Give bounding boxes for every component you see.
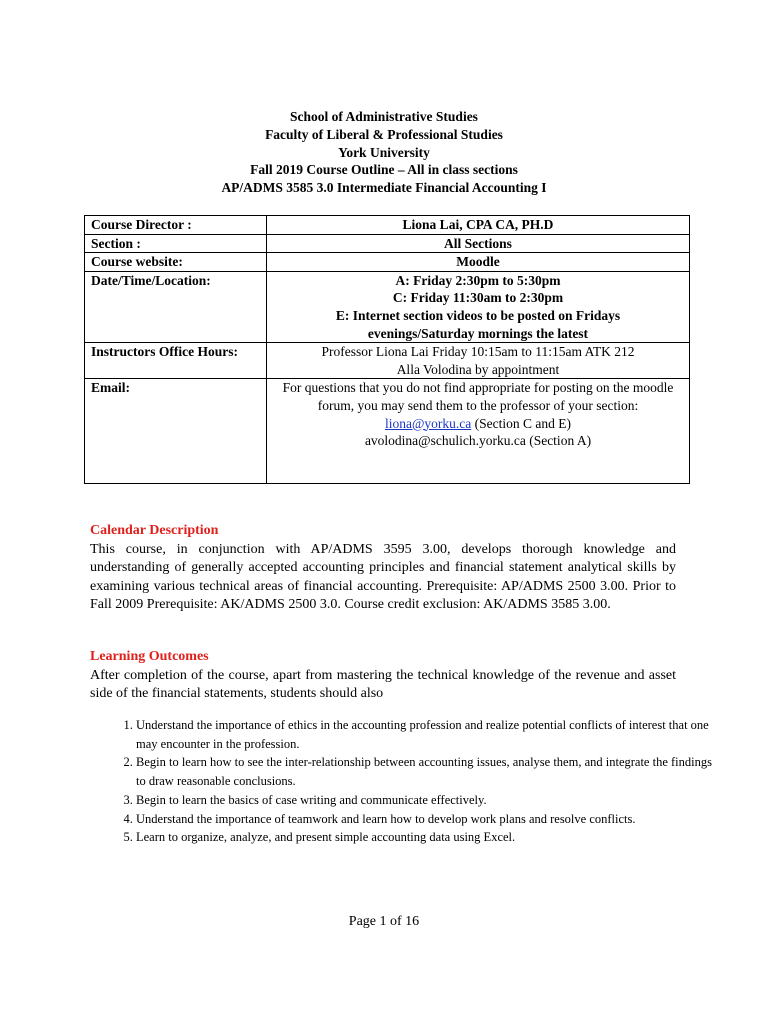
- list-item: 1. Understand the importance of ethics in the accounting profession and realize potential conflicts of interest that one may encounter in the profession.: [136, 716, 716, 753]
- office-hours-value: [267, 343, 690, 379]
- table-row: [85, 234, 690, 253]
- list-item: 3. Begin to learn the basics of case writing and communicate effectively.: [136, 791, 716, 810]
- outcomes-intro: After completion of the course, apart from mastering the technical knowledge of the revenue and asset side of the financial statements, students should also: [90, 668, 676, 702]
- table-row: [85, 216, 690, 235]
- page-number: Page 1 of 16: [348, 914, 420, 929]
- outcomes-list: [90, 716, 716, 847]
- email-link[interactable]: liona@yorku.ca: [384, 415, 472, 431]
- office-hours-label: Instructors Office Hours:: [85, 343, 267, 379]
- section-c-time: C: Friday 11:30am to 2:30pm: [392, 290, 564, 306]
- section-value: All Sections: [267, 234, 690, 253]
- header-university: York University: [338, 144, 430, 160]
- document-header: [0, 108, 768, 197]
- table-row: [85, 379, 690, 484]
- table-row: [85, 271, 690, 342]
- email-line-c-e: [273, 415, 683, 433]
- email-intro: For questions that you do not find appropriate for posting on the moodle forum, you may send them to the professor of your section:: [282, 380, 674, 413]
- email-label: Email:: [85, 379, 267, 484]
- table-row: [85, 253, 690, 272]
- list-item: 2. Begin to learn how to see the inter-relationship between accounting issues, analyse them, and integrate the findings to draw reasonable conclusions.: [136, 753, 716, 790]
- datetime-label: Date/Time/Location:: [85, 271, 267, 342]
- list-item: 4. Understand the importance of teamwork and learn how to develop work plans and resolve conflicts.: [136, 810, 716, 829]
- datetime-value: [267, 271, 690, 342]
- header-course: AP/ADMS 3585 3.0 Intermediate Financial Accounting I: [221, 180, 547, 196]
- header-term: Fall 2019 Course Outline – All in class sections: [250, 162, 518, 178]
- website-label: Course website:: [85, 253, 267, 272]
- list-item: 5. Learn to organize, analyze, and present simple accounting data using Excel.: [136, 828, 716, 847]
- email-line-a: avolodina@schulich.yorku.ca (Section A): [364, 433, 592, 449]
- website-value: Moodle: [267, 253, 690, 272]
- section-e-time: E: Internet section videos to be posted on Fridays evenings/Saturday mornings the latest: [335, 307, 621, 341]
- section-a-time: A: Friday 2:30pm to 5:30pm: [395, 272, 561, 288]
- director-label: Course Director :: [85, 216, 267, 235]
- table-row: [85, 343, 690, 379]
- header-faculty: Faculty of Liberal & Professional Studies: [265, 126, 503, 142]
- email-value: [267, 379, 690, 484]
- calendar-title: Calendar Description: [90, 523, 219, 538]
- header-school: School of Administrative Studies: [290, 109, 478, 124]
- course-info-table: [84, 215, 690, 484]
- section-label: Section :: [85, 234, 267, 253]
- calendar-text: This course, in conjunction with AP/ADMS 3595 3.00, develops thorough knowledge and understanding of generally accepted accounting principles and financial statement analytical skills by examining various technical areas of financial accounting. Prerequisite: AP/ADMS 2500 3.00. Prior to Fall 2009 Prerequisite: AK/ADMS 2500 3.0. Course credit exclusion: AK/ADMS 3585 3.00.: [90, 542, 676, 613]
- email-link-note: (Section C and E): [471, 415, 571, 431]
- office-hours-professor: Professor Liona Lai Friday 10:15am to 11:15am ATK 212: [321, 344, 635, 360]
- director-value: Liona Lai, CPA CA, PH.D: [267, 216, 690, 235]
- outcomes-title: Learning Outcomes: [90, 649, 209, 664]
- office-hours-ta: Alla Volodina by appointment: [396, 361, 560, 377]
